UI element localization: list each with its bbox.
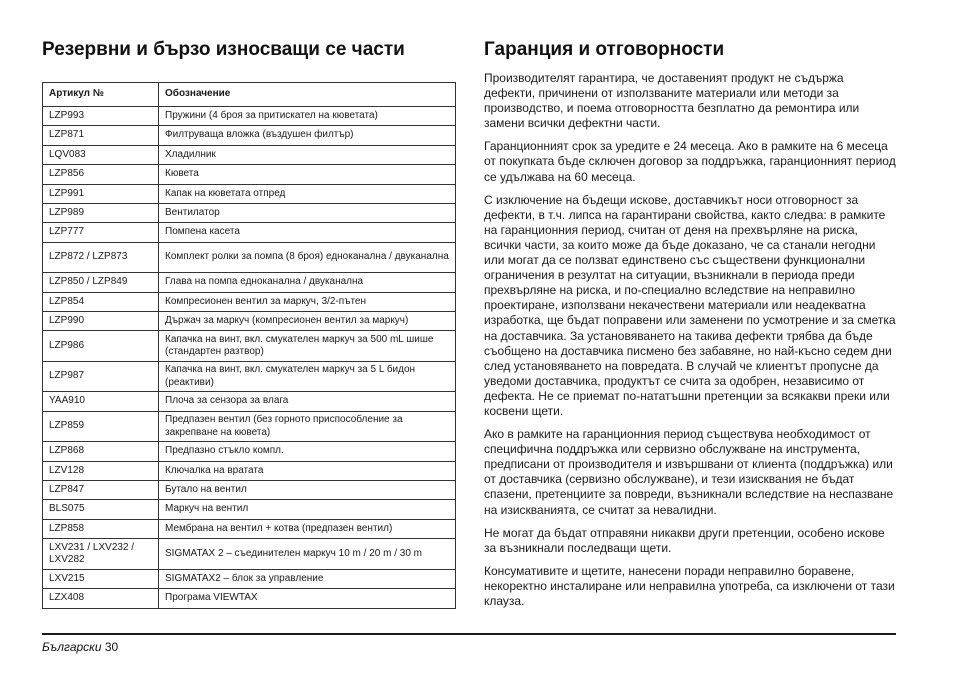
- table-row: [43, 107, 456, 126]
- designation: Маркуч на вентил: [159, 500, 456, 519]
- table-row: [43, 500, 456, 519]
- article-number: LZP991: [43, 184, 159, 203]
- article-number: LZX408: [43, 589, 159, 608]
- table-row: [43, 461, 456, 480]
- article-number: LZP856: [43, 165, 159, 184]
- warranty-paragraph: Не могат да бъдат отправяни никакви други претенции, особено искове за възникнали последващи щети.: [484, 525, 885, 555]
- designation: Пружини (4 броя за притискател на кюветата): [159, 107, 456, 126]
- article-number: LZP847: [43, 481, 159, 500]
- designation: Ключалка на вратата: [159, 461, 456, 480]
- table-row: [43, 145, 456, 164]
- warranty-section: [484, 38, 896, 617]
- designation: Комплект ролки за помпа (8 броя) едноканална / двуканална: [159, 242, 456, 273]
- table-row: [43, 165, 456, 184]
- table-row: [43, 539, 456, 570]
- designation: Капак на кюветата отпред: [159, 184, 456, 203]
- designation: Плоча за сензора за влага: [159, 392, 456, 411]
- page-number: 30: [104, 640, 119, 654]
- article-number: LZV128: [43, 461, 159, 480]
- warranty-paragraph: Ако в рамките на гаранционния период съществува необходимост от специфична поддръжка или сервизно обслужване на инструмента, предписани от производителя и извършвани от клиента (поддръжка) или от доставчика (сервизно обслужване), и тези изисквания не бъдат спазени, претенциите за повреди, възникнали вследствие на неспазване на изискванията, се считат за невалидни.: [484, 427, 894, 517]
- designation: Предпазен вентил (без горното приспособление за закрепване на кювета): [159, 411, 456, 442]
- table-row: [43, 519, 456, 538]
- table-row: [43, 569, 456, 588]
- spare-parts-table: [42, 82, 456, 609]
- article-number: LXV231 / LXV232 / LXV282: [43, 539, 159, 570]
- table-row: [43, 184, 456, 203]
- designation: Бутало на вентил: [159, 481, 456, 500]
- designation: Помпена касета: [159, 223, 456, 242]
- article-number: LZP858: [43, 519, 159, 538]
- column-header-designation: Обозначение: [159, 83, 456, 107]
- table-row: [43, 126, 456, 145]
- warranty-paragraph: Гаранционният срок за уредите е 24 месеца. Ако в рамките на 6 месеца от покупката бъде сключен договор за поддръжка, гаранционният период се удължава на 60 месеца.: [484, 139, 896, 184]
- column-header-article: Артикул №: [43, 83, 159, 107]
- designation: Капачка на винт, вкл. смукателен маркуч за 5 L бидон (реактиви): [159, 361, 456, 392]
- designation: Хладилник: [159, 145, 456, 164]
- article-number: LZP989: [43, 203, 159, 222]
- table-row: [43, 242, 456, 273]
- warranty-paragraph: Консумативите и щетите, нанесени поради неправилно боравене, некоректно инсталиране или неправилна употреба, са изключени от тази клауза.: [484, 563, 895, 608]
- article-number: BLS075: [43, 500, 159, 519]
- table-row: [43, 312, 456, 331]
- designation: Държач за маркуч (компресионен вентил за маркуч): [159, 312, 456, 331]
- table-row: [43, 331, 456, 362]
- table-row: [43, 392, 456, 411]
- designation: SIGMATAX2 – блок за управление: [159, 569, 456, 588]
- article-number: LZP987: [43, 361, 159, 392]
- warranty-paragraph: Производителят гарантира, че доставеният продукт не съдържа дефекти, причинени от използваните материали или методи за производство, и поема отговорността безплатно да ремонтира или замени всички дефектни части.: [484, 71, 860, 131]
- designation: Вентилатор: [159, 203, 456, 222]
- designation: SIGMATAX 2 – съединителен маркуч 10 m / 20 m / 30 m: [159, 539, 456, 570]
- spare-parts-section: [42, 38, 455, 609]
- designation: Кювета: [159, 165, 456, 184]
- article-number: LZP868: [43, 442, 159, 461]
- article-number: LZP993: [43, 107, 159, 126]
- article-number: LZP850 / LZP849: [43, 273, 159, 292]
- designation: Филтруваща вложка (въздушен филтър): [159, 126, 456, 145]
- article-number: LXV215: [43, 569, 159, 588]
- article-number: LZP990: [43, 312, 159, 331]
- article-number: LZP872 / LZP873: [43, 242, 159, 273]
- article-number: LQV083: [43, 145, 159, 164]
- table-row: [43, 273, 456, 292]
- article-number: YAA910: [43, 392, 159, 411]
- table-row: [43, 203, 456, 222]
- article-number: LZP986: [43, 331, 159, 362]
- article-number: LZP871: [43, 126, 159, 145]
- warranty-paragraph: С изключение на бъдещи искове, доставчикът носи отговорност за дефекти, в т.ч. липса на гарантирани свойства, както следва: в рамките на гаранционния период, считан от деня на прехвърляне на риска, всички части, за които може да бъде доказано, че са станали негодни или могат да се ползват единствено със съществени функционални ограничения в резултат на ситуации, възникнали в периода преди прехвърляне на риска, и по-специално вследствие на неправилно проектиране, използвани некачествени материали или неадекватна изработка, ще бъдат поправени или заменени по усмотрение и за сметка на доставчика. За установяването на такива дефекти трябва да бъде съобщено на доставчика писмено без забавяне, но най-късно седем дни след установяването на повредата. В случай че клиентът пропусне да уведоми доставчика, продуктът се счита за одобрен, независимо от дефекта. Не се приемат по-нататъшни претенции за всякакви преки или косвени щети.: [484, 192, 896, 418]
- article-number: LZP777: [43, 223, 159, 242]
- table-row: [43, 361, 456, 392]
- designation: Компресионен вентил за маркуч, 3/2-пътен: [159, 292, 456, 311]
- footer-language: Български: [42, 640, 102, 654]
- designation: Глава на помпа едноканална / двуканална: [159, 273, 456, 292]
- designation: Програма VIEWTAX: [159, 589, 456, 608]
- article-number: LZP854: [43, 292, 159, 311]
- table-row: [43, 589, 456, 608]
- footer-divider: [42, 633, 896, 635]
- spare-parts-title: Резервни и бързо износващи се части: [42, 39, 405, 60]
- page-footer: [42, 639, 118, 655]
- designation: Капачка на винт, вкл. смукателен маркуч за 500 mL шише (стандартен разтвор): [159, 331, 456, 362]
- table-row: [43, 442, 456, 461]
- table-row: [43, 411, 456, 442]
- table-row: [43, 481, 456, 500]
- table-row: [43, 223, 456, 242]
- designation: Предпазно стъкло компл.: [159, 442, 456, 461]
- table-row: [43, 292, 456, 311]
- article-number: LZP859: [43, 411, 159, 442]
- designation: Мембрана на вентил + котва (предпазен вентил): [159, 519, 456, 538]
- warranty-title: Гаранция и отговорности: [484, 39, 725, 60]
- table-header-row: [43, 83, 456, 107]
